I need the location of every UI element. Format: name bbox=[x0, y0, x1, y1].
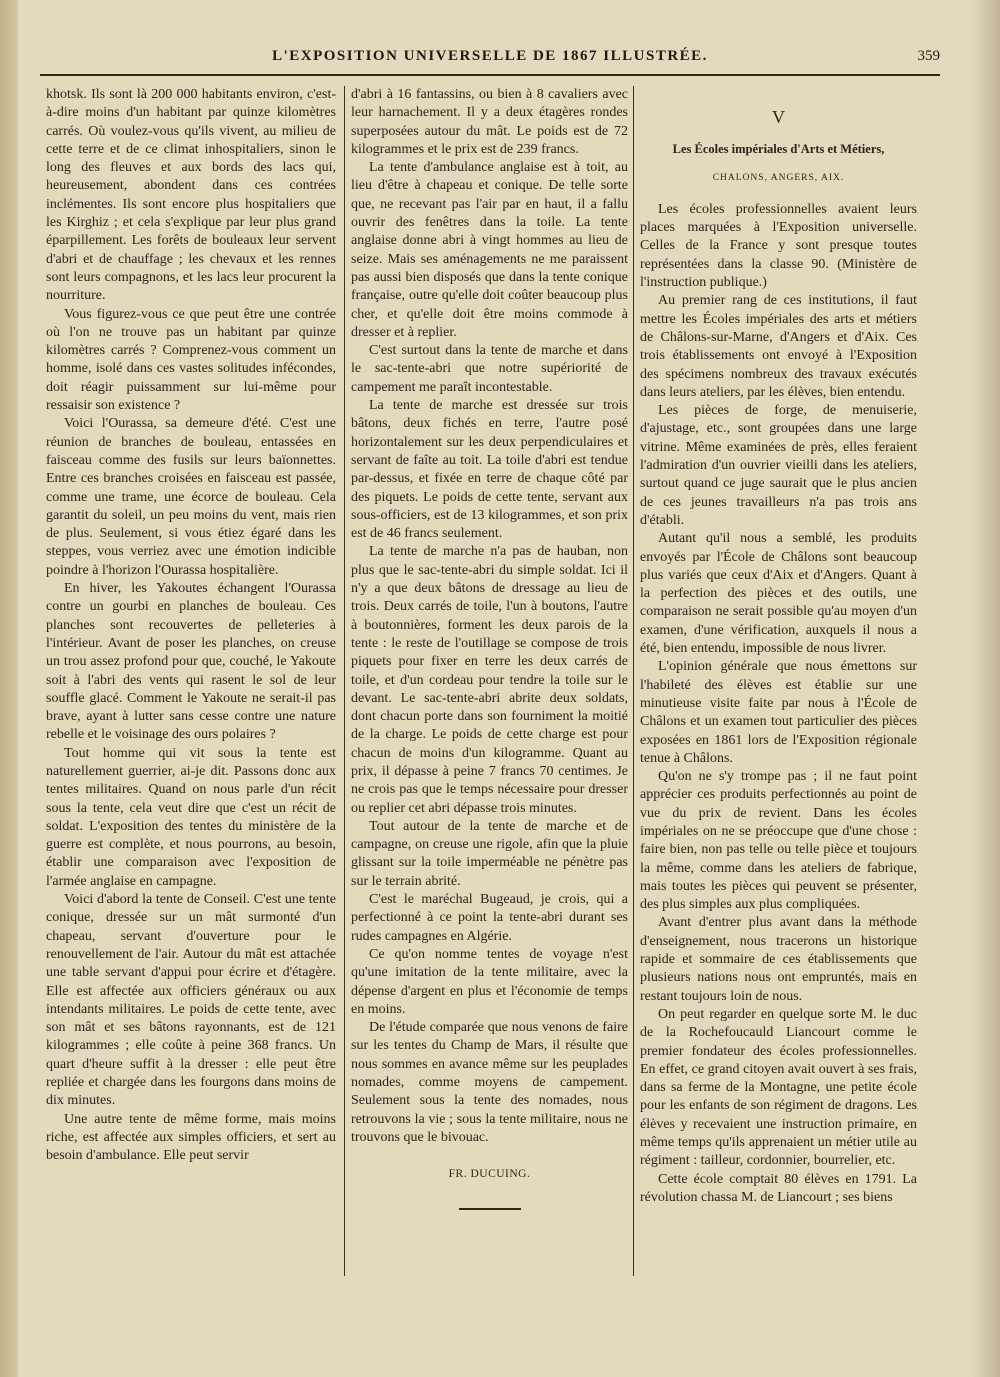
paragraph: On peut regarder en quelque sorte M. le duc de la Rochefoucauld Liancourt comme le premier fondateur des écoles professionnelles. En effet, ce grand citoyen avait ouvert à ses frais, dans sa ferme de la Montagne, une petite école pour les enfants de son régiment de dragons. Les élèves y recevaient une instruction primaire, en même temps qu'ils apprenaient un métier utile au régiment : tailleur, cordonnier, bourrelier, etc. bbox=[640, 1006, 917, 1169]
paragraph: C'est le maréchal Bugeaud, je crois, qui a perfectionné à ce point la tente-abri durant ses rudes campagnes en Algérie. bbox=[351, 892, 628, 944]
column-3 bbox=[640, 86, 917, 1207]
section-number: V bbox=[772, 107, 785, 127]
paragraph: Les pièces de forge, de menuiserie, d'ajustage, etc., sont groupées dans une large vitrine. Même examinées de près, elles feraient l'admiration d'un ouvrier vieilli dans les ateliers, surtout quand ce juge saurait que le plus ancien de ces jeunes travailleurs n'a pas trois ans d'établi. bbox=[640, 403, 917, 528]
paragraph: La tente de marche n'a pas de hauban, non plus que le sac-tente-abri du simple soldat. Ici il n'y a que deux bâtons de dressage au lieu de trois. Deux carrés de toile, l'un à boutons, l'autre à boutonnières, forment les deux parois de la tente : le reste de l'outillage se compose de trois piquets pour fixer en terre les deux carrés de toile, et d'un cordeau pour tendre la toile sur le devant. Le sac-tente-abri abrite deux soldats, dont chacun porte dans son fourniment la moitié de la charge. Le poids de cette charge est pour chacun de moins d'un kilogramme. Quant au prix, il dépasse à peine 7 francs 70 centimes. Je ne crois pas que le temps nécessaire pour dresser ou replier cet abri dépasse trois minutes. bbox=[351, 544, 628, 816]
page-header bbox=[40, 44, 940, 76]
paragraph: Ce qu'on nomme tentes de voyage n'est qu'une imitation de la tente militaire, avec la dépense d'argent en plus et l'économie de temps en moins. bbox=[351, 946, 628, 1017]
end-rule bbox=[459, 1208, 521, 1210]
paragraph: Voici d'abord la tente de Conseil. C'est une tente conique, dressée sur un mât surmonté d'un chapeau, servant d'ouverture pour le renouvellement de l'air. Autour du mât est attachée une table servant d'appui pour écrire et d'étagère. Elle est affectée aux officiers généraux ou aux intendants militaires. Le poids de cette tente, avec son mât et ses bâtons rayonnants, est de 121 kilogrammes ; elle coûte à peine 368 francs. Un quart d'heure suffit à la dresser : elle peut être repliée et chargée dans les fourgons dans moins de dix minutes. bbox=[46, 892, 336, 1109]
section-title: Les Écoles impériales d'Arts et Métiers, bbox=[672, 142, 885, 157]
paragraph: khotsk. Ils sont là 200 000 habitants environ, c'est-à-dire moins d'un habitant par quinze kilomètres carrés. Où voulez-vous qu'ils vivent, au milieu de cette terre et de ce climat inhospitaliers, sinon le long des fleuves et aux bords des lacs qui, heureusement, abondent dans ces contrées inclémentes. Ils sont encore plus hospitaliers que les Kirghiz ; et cela s'explique par leur plus grand éparpillement. Les forêts de bouleaux leur servent d'abri et de chauffage ; les chevaux et les rennes sont leurs compagnons, et les lacs leur procurent la nourriture. bbox=[46, 87, 336, 304]
paragraph: d'abri à 16 fantassins, ou bien à 8 cavaliers avec leur harnachement. Il y a deux étagères rondes superposées autour du mât. Le poids est de 72 kilogrammes et le prix est de 239 francs. bbox=[351, 87, 628, 157]
page-number: 359 bbox=[917, 48, 940, 64]
page-shadow bbox=[972, 0, 1000, 1377]
column-rule-right bbox=[633, 86, 634, 1276]
column-rule-left bbox=[344, 86, 345, 1276]
paragraph: De l'étude comparée que nous venons de faire sur les tentes du Champ de Mars, il résulte que nous sommes en avance même sur les peuplades nomades, comme moyens de campement. Seulement sous la tente des nomades, nous retrouvons la vie ; sous la tente militaire, nous ne trouvons que le bivouac. bbox=[351, 1020, 628, 1145]
paragraph: Cette école comptait 80 élèves en 1791. La révolution chassa M. de Liancourt ; ses biens bbox=[640, 1171, 917, 1205]
paragraph: Avant d'entrer plus avant dans la méthode d'enseignement, nous tracerons un historique rapide et sommaire de ces établissements que plusieurs nations nous ont empruntés, mais en restant toujours loin de nous. bbox=[640, 915, 917, 1004]
paragraph: Tout homme qui vit sous la tente est naturellement guerrier, ai-je dit. Passons donc aux tentes militaires. Quand on nous parle d'un récit sous la tente, cela veut dire que c'est un récit de soldat. L'exposition des tentes du ministère de la guerre est complète, et nous pourrons, au besoin, établir une comparaison avec l'exposition de l'armée anglaise en campagne. bbox=[46, 745, 336, 889]
paragraph: L'opinion générale que nous émettons sur l'habileté des élèves est établie sur une minutieuse visite faite par nous à l'École de Châlons et un examen tout particulier des pièces exposées en 1861 lors de l'Exposition régionale tenue à Châlons. bbox=[640, 659, 917, 766]
paragraph: Une autre tente de même forme, mais moins riche, est affectée aux simples officiers, et sert au besoin d'ambulance. Elle peut servir bbox=[46, 1111, 336, 1164]
paragraph: Autant qu'il nous a semblé, les produits envoyés par l'École de Châlons sont beaucoup plus variés que ceux d'Aix et d'Angers. Quant à la perfection des pièces et des outils, une comparaison ne serait possible qu'au moyen d'un examen, d'une vérification, auxquels il nous a été, bien entendu, impossible de nous livrer. bbox=[640, 531, 917, 657]
paragraph: La tente d'ambulance anglaise est à toit, au lieu d'être à chapeau et conique. De telle sorte que, ne recevant pas l'air par en haut, il a fallu ouvrir des fenêtres dans la toile. La tente anglaise donne abri à vingt hommes au lieu de seize. Mais ses aménagements ne me paraissent pas aussi bien disposés que dans la tente conique française, outre qu'elle doit coûter beaucoup plus cher, et qu'elle doit être moins commode à dresser et à replier. bbox=[351, 160, 628, 340]
binding-edge bbox=[0, 0, 19, 1377]
paragraph: En hiver, les Yakoutes échangent l'Ourassa contre un gourbi en planches de bouleau. Ces planches sont recouvertes de pelleteries à l'intérieur. Avant de poser les planches, on creuse un trou assez profond pour que, couché, le Yakoute soit à l'abri des vents qui rasent le sol de leur souffle glacé. Comment le Yakoute ne serait-il pas brave, ayant à lutter sans cesse contre une nature rebelle et le voisinage des ours polaires ? bbox=[46, 581, 336, 743]
paragraph: Tout autour de la tente de marche et de campagne, on creuse une rigole, afin que la pluie glissant sur la toile imperméable ne pénètre pas sur le terrain abrité. bbox=[351, 818, 628, 889]
column-1 bbox=[46, 86, 336, 1166]
paragraph: Au premier rang de ces institutions, il faut mettre les Écoles impériales des arts et métiers de Châlons-sur-Marne, d'Angers et d'Aix. Ces trois établissements ont envoyé à l'Exposition des spécimens nombreux des travaux exécutés dans leurs ateliers, par les élèves, bien entendu. bbox=[640, 293, 917, 400]
paragraph: Les écoles professionnelles avaient leurs places marquées à l'Exposition universelle. Celles de la France y sont presque toutes représentées dans la classe 90. (Ministère de l'instruction publique.) bbox=[640, 201, 917, 291]
running-title: L'EXPOSITION UNIVERSELLE DE 1867 ILLUSTRÉE. bbox=[272, 48, 708, 64]
author-signature: FR. DUCUING. bbox=[448, 1168, 531, 1181]
section-subtitle: CHALONS, ANGERS, AIX. bbox=[712, 172, 845, 183]
paragraph: Vous figurez-vous ce que peut être une contrée où l'on ne trouve pas un habitant par quinze kilomètres carrés ? Comprenez-vous comment un homme, isolé dans ces vastes solitudes infécondes, doit réagir puissamment sur lui-même pour ressaisir son existence ? bbox=[46, 306, 336, 414]
column-2 bbox=[351, 86, 628, 1210]
paragraph: Qu'on ne s'y trompe pas ; il ne faut point apprécier ces produits perfectionnés au point de vue du prix de revient. Dans les écoles impériales on ne se préoccupe que d'une chose : faire bien, non pas telle ou telle pièce et toujours la même, comme dans les ateliers de fabrique, mais toutes les pièces qui peuvent se présenter, des plus simples aux plus compliquées. bbox=[640, 769, 917, 913]
paragraph: La tente de marche est dressée sur trois bâtons, deux fichés en terre, l'autre posé horizontalement sur les deux perpendiculaires et servant de faîte au toit. La toile d'abri est tendue par-dessus, et fixée en terre de chaque côté par des piquets. Le poids de cette tente, servant aux sous-officiers, est de 13 kilogrammes, et son prix est de 46 francs seulement. bbox=[351, 398, 628, 542]
paragraph: Voici l'Ourassa, sa demeure d'été. C'est une réunion de branches de bouleau, entassées en faisceau comme des fusils sur leurs baïonnettes. Entre ces branches croisées en faisceau est passée, comme une trame, une écorce de bouleau. Cela garantit du soleil, un peu moins du vent, mais rien de plus. Seulement, si vous étiez égaré dans les steppes, vous verriez avec une émotion indicible poindre à l'horizon l'Ourassa hospitalière. bbox=[46, 416, 336, 578]
paragraph: C'est surtout dans la tente de marche et dans le sac-tente-abri que notre supériorité de campement me paraît incontestable. bbox=[351, 343, 628, 395]
